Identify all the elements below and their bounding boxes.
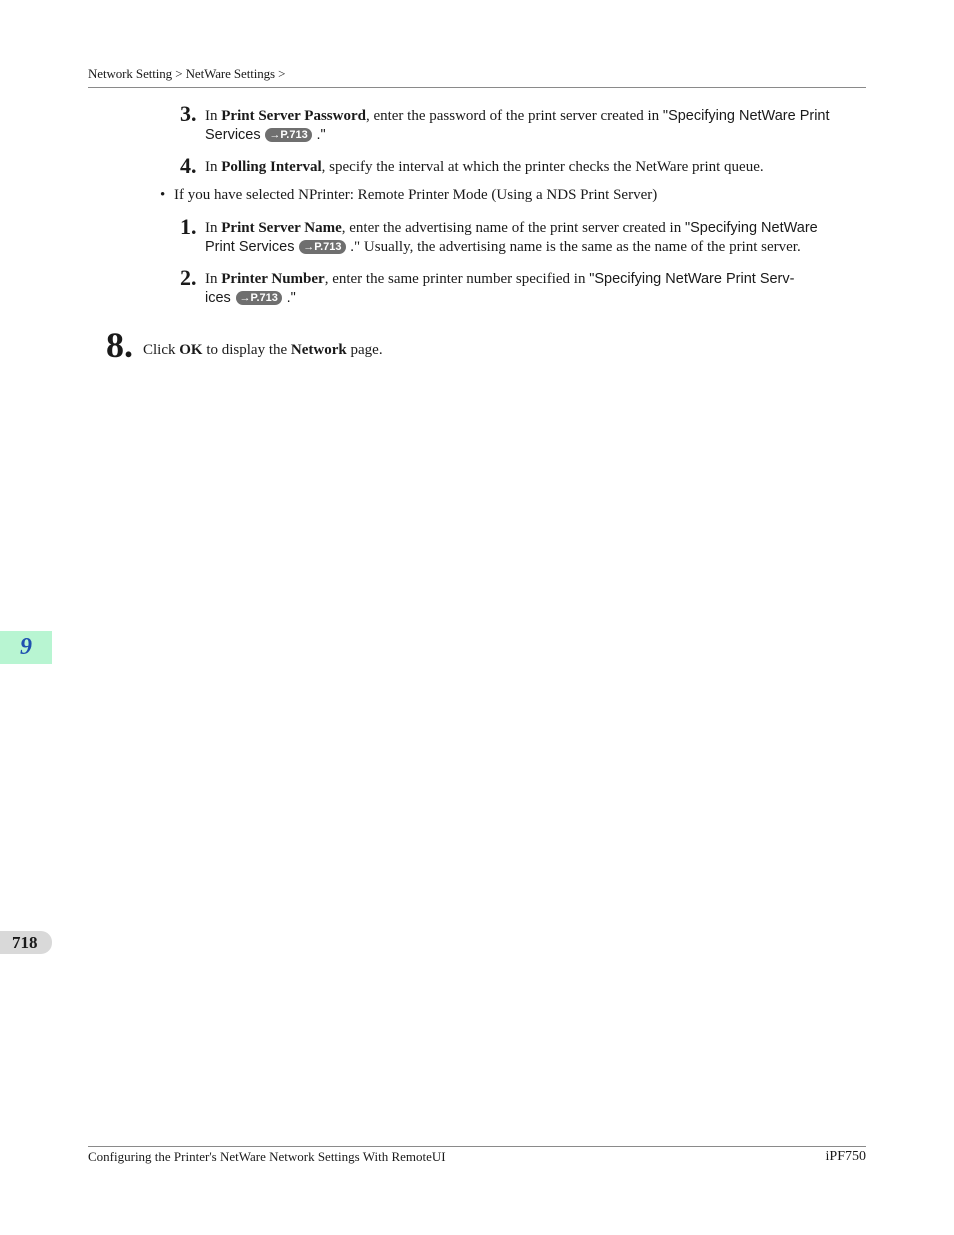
substep-2-text: In Printer Number, enter the same printer number specified in "Specifying NetWare Print Serv- ices →P.713 ." [205, 271, 795, 306]
header-rule [88, 87, 866, 88]
ui-term: Print Server Password [221, 108, 366, 124]
cross-reference-title[interactable]: "Specifying NetWare [684, 220, 818, 236]
footer-title: Configuring the Printer's NetWare Network Settings With RemoteUI [88, 1149, 446, 1164]
step-4-text: In Polling Interval, specify the interval at which the printer checks the NetWare print queue. [205, 159, 764, 175]
ui-term: OK [179, 342, 203, 358]
ui-term: Polling Interval [221, 159, 322, 175]
step-number: 3. [180, 101, 197, 126]
cross-reference-title[interactable]: "Specifying NetWare Print [662, 108, 830, 124]
cross-reference-title[interactable]: "Specifying NetWare Print Serv- [589, 271, 795, 287]
substep-1-text: In Print Server Name, enter the advertising name of the print server created in "Specifying NetWare Print Services →P.713 ." Usually, the advertising name is the same as the name of the print server. [205, 220, 818, 255]
bullet-text: If you have selected NPrinter: Remote Printer Mode (Using a NDS Print Server) [174, 187, 658, 203]
ui-term: Printer Number [221, 271, 325, 287]
page-reference-link[interactable]: →P.713 [299, 240, 345, 254]
footer-model: iPF750 [825, 1149, 866, 1164]
cross-reference-title[interactable]: Print Services [205, 239, 295, 255]
step-3-text: In Print Server Password, enter the password of the print server created in "Specifying NetWare Print Services →P.713 ." [205, 108, 830, 143]
cross-reference-title[interactable]: Services [205, 127, 261, 143]
ui-term: Network [290, 342, 347, 358]
step-number: 2. [180, 265, 197, 290]
page-number-tab: 718 [0, 931, 52, 954]
step-number: 4. [180, 153, 197, 178]
footer-rule [88, 1146, 866, 1147]
cross-reference-title[interactable]: ices [205, 290, 231, 306]
bullet-mark: • [160, 187, 166, 203]
page-reference-link[interactable]: →P.713 [265, 128, 311, 142]
step-number: 8. [106, 325, 133, 365]
chapter-tab: 9 [0, 631, 52, 664]
page-reference-link[interactable]: →P.713 [236, 291, 282, 305]
ui-term: Print Server Name [221, 220, 342, 236]
step-8-text: Click OK to display the Network page. [143, 342, 383, 358]
step-number: 1. [180, 214, 197, 239]
breadcrumb: Network Setting > NetWare Settings > [88, 66, 286, 81]
